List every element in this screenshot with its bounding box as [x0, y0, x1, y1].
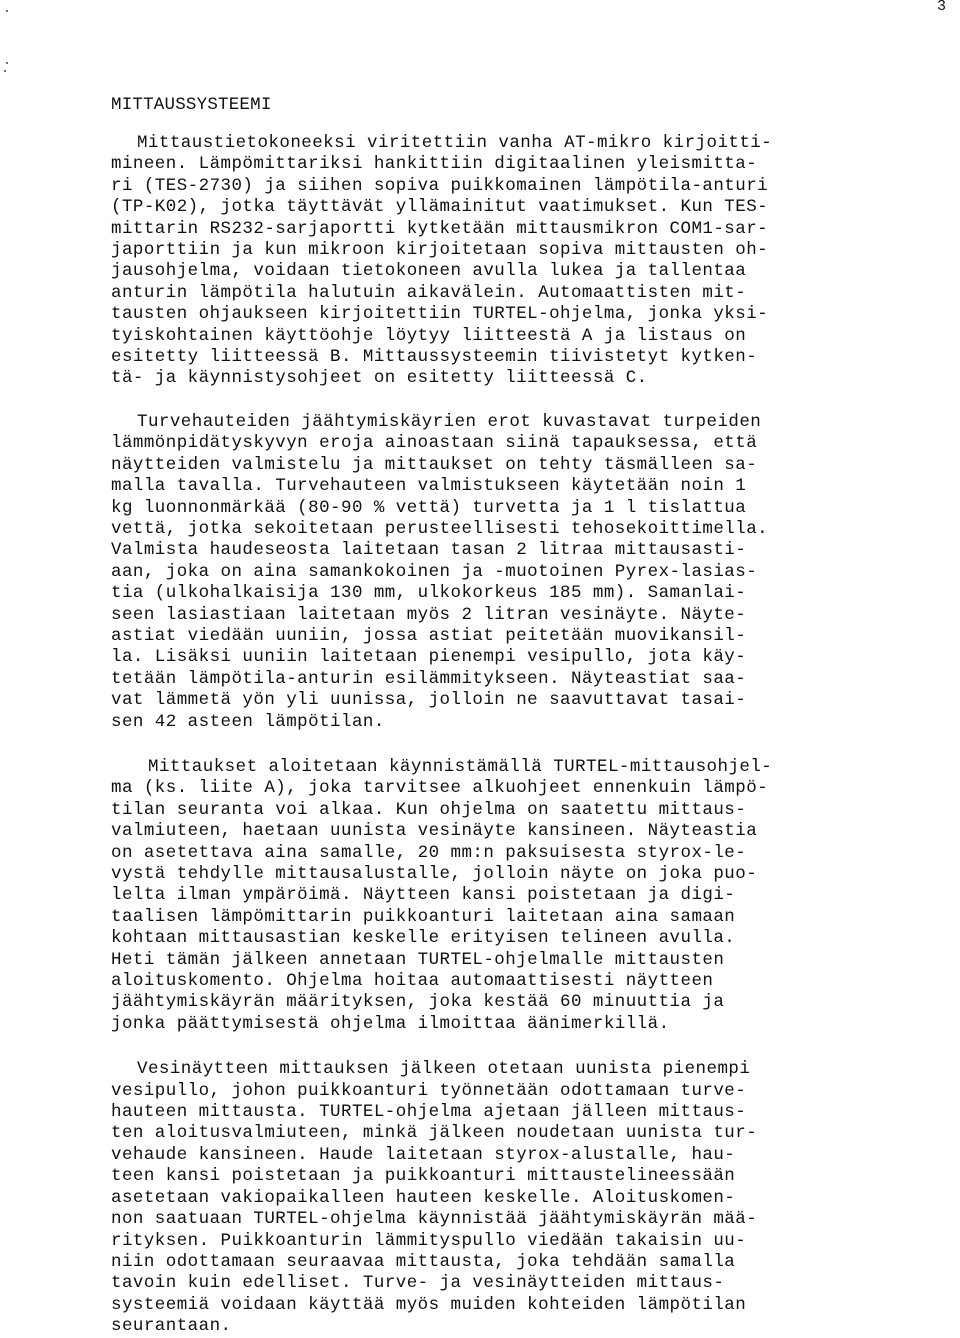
text-line: tä- ja käynnistysohjeet on esitetty liitteessä C. [111, 368, 648, 389]
text-line: vettä, jotka sekoitetaan perusteellisesti tehosekoittimella. [111, 518, 769, 539]
text-line: näytteiden valmistelu ja mittaukset on tehty täsmälleen sa- [111, 454, 758, 475]
text-line: japorttiin ja kun mikroon kirjoitetaan sopiva mittausten oh- [111, 240, 769, 261]
paragraph-peat-measurement [111, 1059, 891, 1337]
document-body [111, 94, 891, 1338]
text-line: tavoin kuin edelliset. Turve- ja vesinäytteiden mittaus- [111, 1273, 725, 1294]
page-number: 3 [936, 0, 946, 15]
scan-speck [6, 62, 8, 64]
text-line: vesipullo, johon puikkoanturi työnnetään odottamaan turve- [111, 1080, 747, 1101]
text-line: jäähtymiskäyrän määrityksen, joka kestää 60 minuuttia ja [111, 992, 725, 1013]
text-line: tilan seuranta voi alkaa. Kun ohjelma on saatettu mittaus- [111, 799, 747, 820]
text-line: tausten ohjaukseen kirjoitettiin TURTEL-ohjelma, jonka yksi- [111, 304, 769, 325]
text-line: jonka päättymisestä ohjelma ilmoittaa äänimerkillä. [111, 1013, 670, 1034]
text-line: (TP-K02), jotka täyttävät yllämainitut vaatimukset. Kun TES- [111, 197, 769, 218]
text-line: lämmönpidätyskyvyn eroja ainoastaan siinä tapauksessa, että [111, 433, 758, 454]
text-line: niin odottamaan seuraavaa mittausta, joka tehdään samalla [111, 1251, 736, 1272]
text-line: tetään lämpötila-anturin esilämmitykseen. Näyteastiat saa- [111, 668, 747, 689]
text-line: asetetaan vakiopaikalleen hauteen keskelle. Aloituskomen- [111, 1187, 736, 1208]
text-line: on asetettava aina samalle, 20 mm:n paksuisesta styrox-le- [111, 842, 747, 863]
text-line: Turvehauteiden jäähtymiskäyrien erot kuvastavat turpeiden [137, 411, 762, 432]
text-line: ri (TES-2730) ja siihen sopiva puikkomainen lämpötila-anturi [111, 175, 769, 196]
text-line: aloituskomento. Ohjelma hoitaa automaattisesti näytteen [111, 971, 714, 992]
text-line: mittarin RS232-sarjaportti kytketään mittausmikron COM1-sar- [111, 218, 769, 239]
paragraph-measurement-computer [111, 133, 891, 390]
text-line: Heti tämän jälkeen annetaan TURTEL-ohjelmalle mittausten [111, 949, 725, 970]
text-line: Mittaustietokoneeksi viritettiin vanha AT-mikro kirjoitti- [137, 133, 773, 153]
text-line: valmiuteen, haetaan uunista vesinäyte kansineen. Näyteastia [111, 821, 758, 842]
text-line: non saatuaan TURTEL-ohjelma käynnistää jäähtymiskäyrän mää- [111, 1209, 758, 1230]
paragraph-sample-preparation [111, 412, 891, 733]
paragraph-measurement-start [111, 757, 891, 1035]
text-line: esitetty liitteessä B. Mittaussysteemin tiivistetyt kytken- [111, 347, 758, 368]
text-line: anturin lämpötila halutuin aikavälein. Automaattisten mit- [111, 282, 747, 303]
text-line: systeemiä voidaan käyttää myös muiden kohteiden lämpötilan [111, 1294, 747, 1315]
text-line: teen kansi poistetaan ja puikkoanturi mittaustelineessään [111, 1166, 736, 1187]
text-line: rityksen. Puikkoanturin lämmityspullo viedään takaisin uu- [111, 1230, 747, 1251]
text-line: kg luonnonmärkää (80-90 % vettä) turvetta ja 1 l tislattua [111, 497, 747, 518]
section-heading: MITTAUSSYSTEEMI [111, 95, 272, 115]
text-line: taalisen lämpömittarin puikkoanturi laitetaan aina samaan [111, 906, 736, 927]
text-line: vystä tehdylle mittausalustalle, jolloin näyte on joka puo- [111, 864, 758, 884]
text-line: malla tavalla. Turvehauteen valmistukseen käytetään noin 1 [111, 476, 747, 497]
text-line: jausohjelma, voidaan tietokoneen avulla lukea ja tallentaa [111, 261, 747, 282]
text-line: lelta ilman ympäröimä. Näytteen kansi poistetaan ja digi- [111, 885, 736, 906]
text-line: Valmista haudeseosta laitetaan tasan 2 litraa mittausasti- [111, 540, 747, 561]
text-line: ma (ks. liite A), joka tarvitsee alkuohjeet ennenkuin lämpö- [111, 778, 769, 799]
text-line: astiat viedään uuniin, jossa astiat peitetään muovikansil- [111, 625, 747, 646]
text-line: vat lämmetä yön yli uunissa, jolloin ne saavuttavat tasai- [111, 690, 747, 711]
text-line: mineen. Lämpömittariksi hankittiin digitaalinen yleismitta- [111, 154, 758, 175]
text-line: hauteen mittausta. TURTEL-ohjelma ajetaan jälleen mittaus- [111, 1102, 747, 1123]
text-line: aan, joka on aina samankokoinen ja -muotoinen Pyrex-lasias- [111, 561, 758, 582]
text-line: seen lasiastiaan laitetaan myös 2 litran vesinäyte. Näyte- [111, 604, 747, 625]
text-line: vehaude kansineen. Haude laitetaan styrox-alustalle, hau- [111, 1144, 736, 1165]
text-line: Mittaukset aloitetaan käynnistämällä TURTEL-mittausohjel- [148, 756, 773, 777]
text-line: tia (ulkohalkaisija 130 mm, ulkokorkeus 185 mm). Samanlai- [111, 583, 747, 604]
text-line: ten aloitusvalmiuteen, minkä jälkeen noudetaan uunista tur- [111, 1123, 758, 1144]
scan-speck [6, 10, 8, 12]
text-line: Vesinäytteen mittauksen jälkeen otetaan uunista pienempi [137, 1059, 751, 1080]
text-line: tyiskohtainen käyttöohje löytyy liitteestä A ja listaus on [111, 325, 747, 346]
text-line: kohtaan mittausastian keskelle erityisen telineen avulla. [111, 928, 736, 949]
text-line: sen 42 asteen lämpötilan. [111, 711, 385, 732]
text-line: seurantaan. [111, 1316, 232, 1337]
text-line: la. Lisäksi uuniin laitetaan pienempi vesipullo, jota käy- [111, 647, 747, 668]
scan-speck [4, 70, 6, 72]
